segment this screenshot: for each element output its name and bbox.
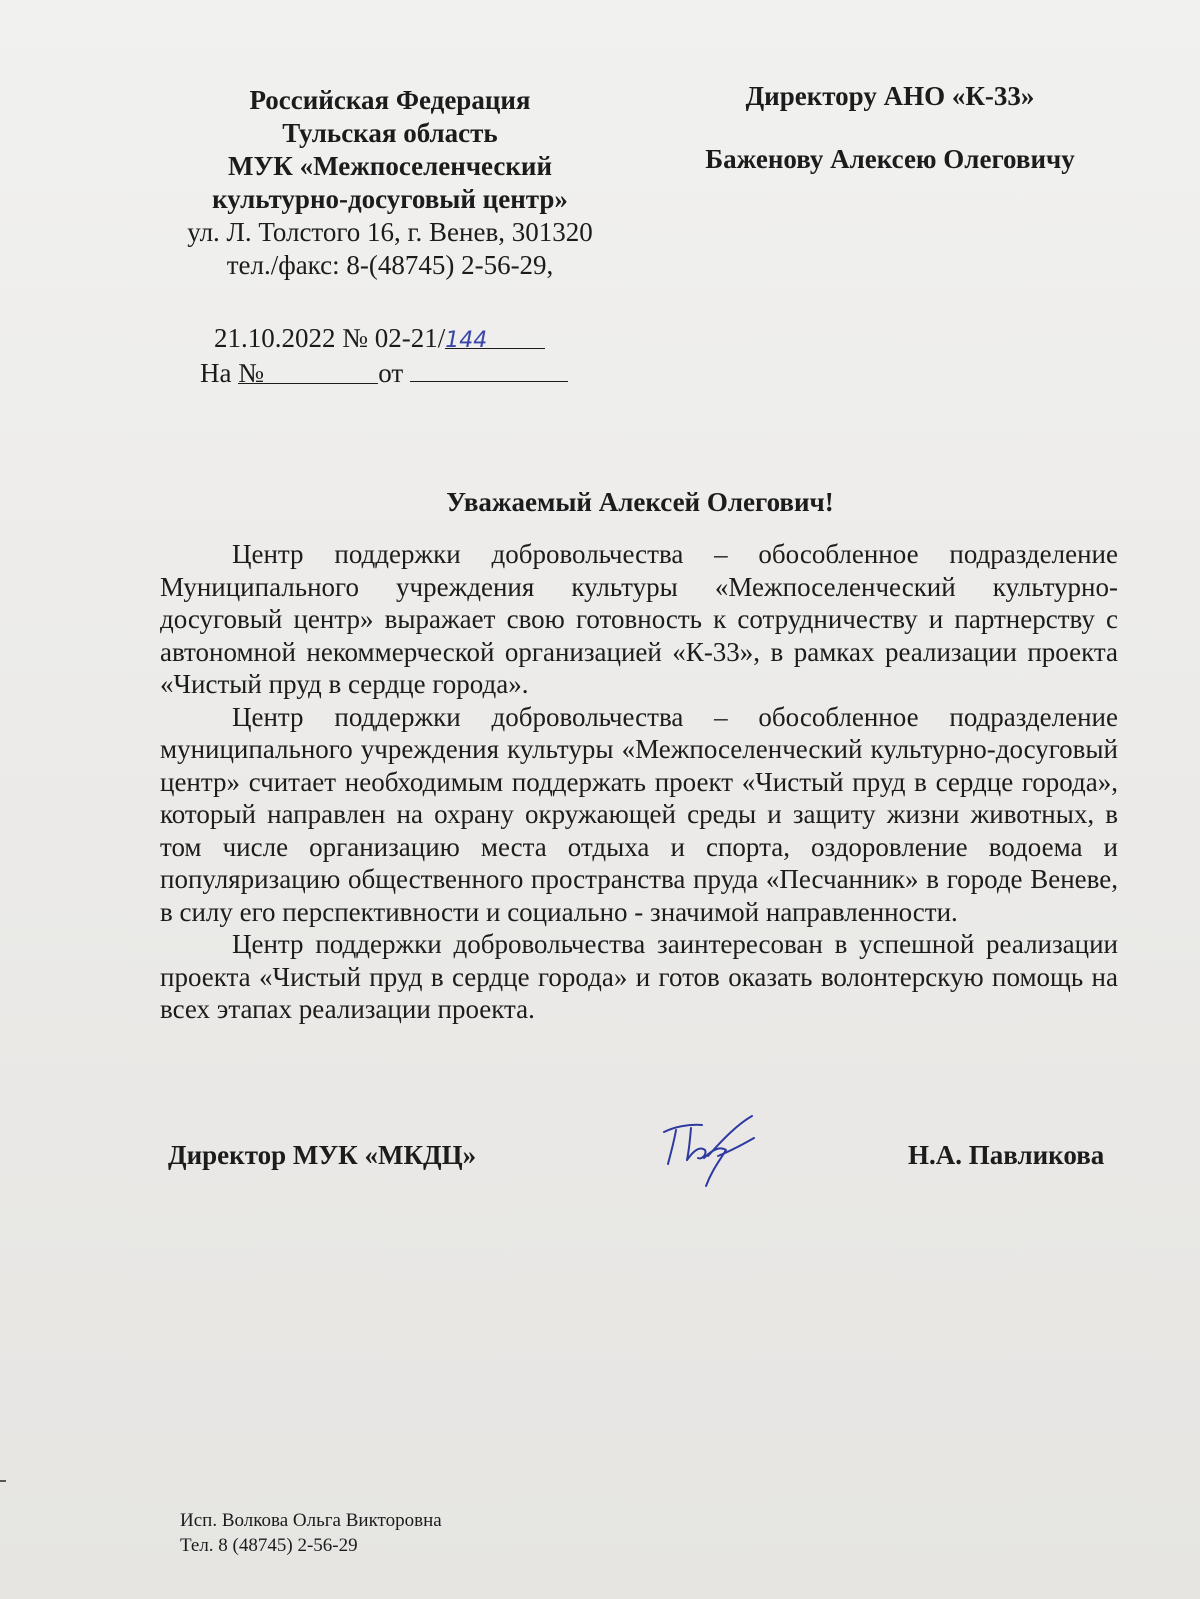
handwritten-signature [660,1110,760,1200]
handwritten-reg-number: 144 [445,328,488,353]
body-paragraph: Центр поддержки добровольчества заинтересован в успешной реализации проекта «Чистый пруд в сердце города» и готов оказать волонтерскую помощь на всех этапах реализации проекта. [160,929,1118,1024]
recipient-name: Баженову Алексею Олеговичу [705,144,1075,174]
outgoing-number-blank [445,322,545,353]
reply-from-label: от [378,358,410,388]
sender-country: Российская Федерация [249,85,531,115]
reply-reference-line [200,355,568,390]
outgoing-date-number: 21.10.2022 № 02-21/ [214,323,446,353]
signatory-title: Директор МУК «МКДЦ» [168,1140,477,1170]
sender-region: Тульская область [282,118,498,148]
sender-phone: тел./факс: 8-(48745) 2-56-29, [226,250,554,280]
recipient-block [660,80,1120,176]
sender-block [150,84,630,282]
reply-number-blank [238,357,378,388]
reply-prefix: На [200,358,239,388]
outgoing-reference [200,322,568,390]
sender-org-line1: МУК «Межпоселенческий [227,151,553,181]
letter-body [160,538,1118,1026]
body-paragraph: Центр поддержки добровольчества – обособленное подразделение муниципального учреждения культуры «Межпоселенческий культурно-досуговый центр» считает необходимым поддержать проект «Чистый пруд в сердце города», который направлен на охрану окружающей среды и защиту жизни животных, в том числе организацию места отдыха и спорта, оздоровление водоема и популяризацию общественного пространства пруда «Песчанник» в городе Веневе, в силу его перспективности и социально - значимой направленности. [160,701,1118,927]
reply-number-label: № [238,358,264,388]
salutation: Уважаемый Алексей Олегович! [446,487,834,517]
sender-address: ул. Л. Толстого 16, г. Венев, 301320 [187,217,593,247]
body-paragraph: Центр поддержки добровольчества – обособленное подразделение Муниципального учреждения культуры «Межпоселенческий культурно-досуговый центр» выражает свою готовность к сотрудничеству и партнерству с автономной некоммерческой организацией «К-33», в рамках реализации проекта «Чистый пруд в сердце города». [160,539,1118,699]
executor-name: Исп. Волкова Ольга Викторовна [180,1510,442,1531]
page-edge-mark [0,1480,6,1482]
executor-block [180,1508,442,1558]
signatory-name: Н.А. Павликова [908,1140,1105,1170]
reply-date-blank [410,355,568,382]
recipient-position: Директору АНО «К-33» [745,81,1035,111]
outgoing-number-line [200,322,568,355]
executor-phone: Тел. 8 (48745) 2-56-29 [180,1535,358,1556]
sender-org-line2: культурно-досуговый центр» [212,184,568,214]
